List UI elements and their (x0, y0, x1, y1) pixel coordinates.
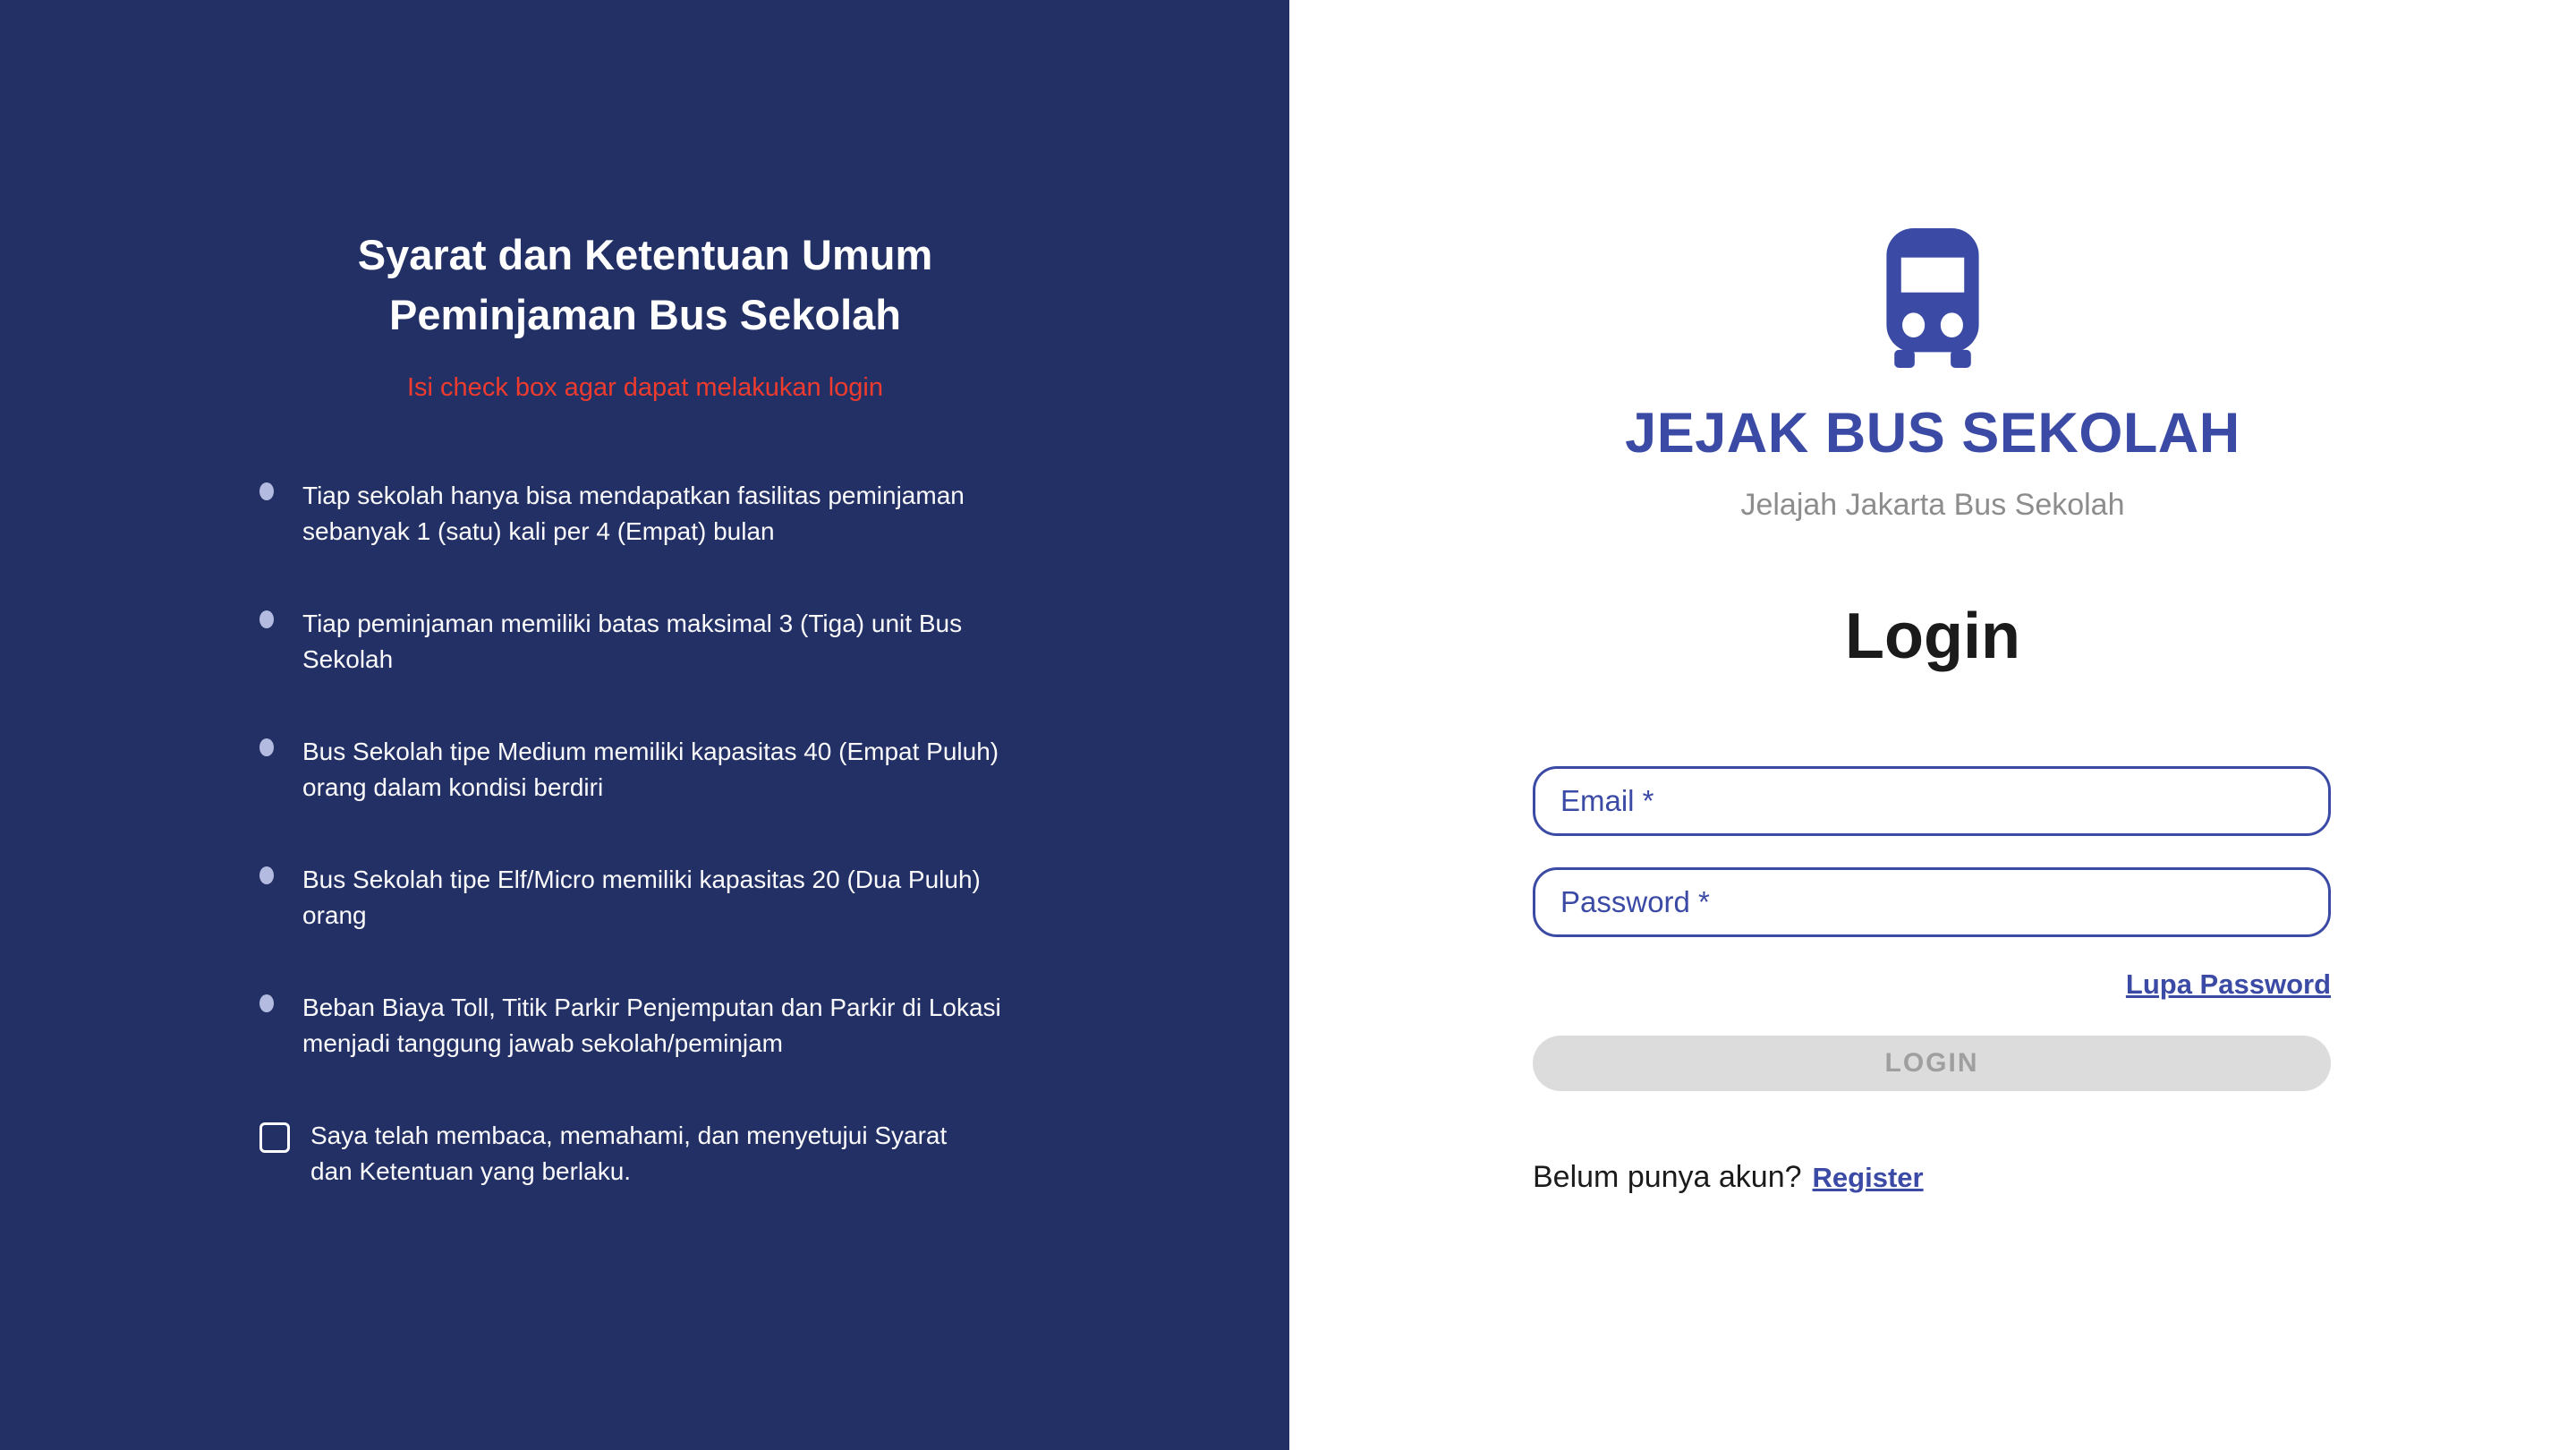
terms-notice: Isi check box agar dapat melakukan login (407, 373, 883, 403)
terms-item (259, 990, 1031, 1062)
terms-title: Syarat dan Ketentuan Umum Peminjaman Bus Sekolah (357, 231, 933, 338)
terms-item-text: Tiap peminjaman memiliki batas maksimal 3 (Tiga) unit Bus Sekolah (302, 610, 963, 674)
terms-item (259, 862, 1031, 934)
terms-checkbox[interactable] (259, 1122, 290, 1153)
terms-item (259, 606, 1031, 678)
register-row (1533, 1160, 1924, 1195)
bus-icon (1876, 228, 1989, 368)
bullet-icon (259, 866, 274, 884)
terms-item (259, 478, 1031, 550)
email-input[interactable] (1533, 766, 2331, 836)
bullet-icon (259, 610, 274, 628)
brand-tagline: Jelajah Jakarta Bus Sekolah (1740, 488, 2125, 522)
terms-item (259, 734, 1031, 806)
bullet-icon (259, 738, 274, 756)
login-button[interactable]: LOGIN (1533, 1036, 2331, 1091)
terms-item-text: Bus Sekolah tipe Elf/Micro memiliki kapasitas 20 (Dua Puluh) orang (302, 866, 981, 930)
forgot-password-link[interactable]: Lupa Password (2125, 968, 2331, 1000)
terms-item-text: Beban Biaya Toll, Titik Parkir Penjemputan dan Parkir di Lokasi menjadi tanggung jawab sekolah/peminjam (302, 994, 1001, 1058)
terms-list (259, 478, 1031, 1062)
bullet-icon (259, 994, 274, 1012)
terms-agreement-label: Saya telah membaca, memahami, dan menyetujui Syarat dan Ketentuan yang berlaku. (310, 1122, 948, 1186)
password-input[interactable] (1533, 867, 2331, 937)
register-link[interactable]: Register (1812, 1162, 1924, 1193)
terms-item-text: Bus Sekolah tipe Medium memiliki kapasitas 40 (Empat Puluh) orang dalam kondisi berdiri (302, 738, 999, 802)
bullet-icon (259, 482, 274, 500)
login-heading: Login (1845, 601, 2020, 672)
login-panel (1289, 0, 2576, 1450)
terms-content (259, 226, 1031, 1190)
brand-name: JEJAK BUS SEKOLAH (1625, 402, 2240, 465)
terms-item-text: Tiap sekolah hanya bisa mendapatkan fasilitas peminjaman sebanyak 1 (satu) kali per 4 (Empat) bulan (302, 482, 965, 546)
terms-agreement-row (259, 1118, 1031, 1190)
register-prompt: Belum punya akun? (1533, 1160, 1802, 1194)
